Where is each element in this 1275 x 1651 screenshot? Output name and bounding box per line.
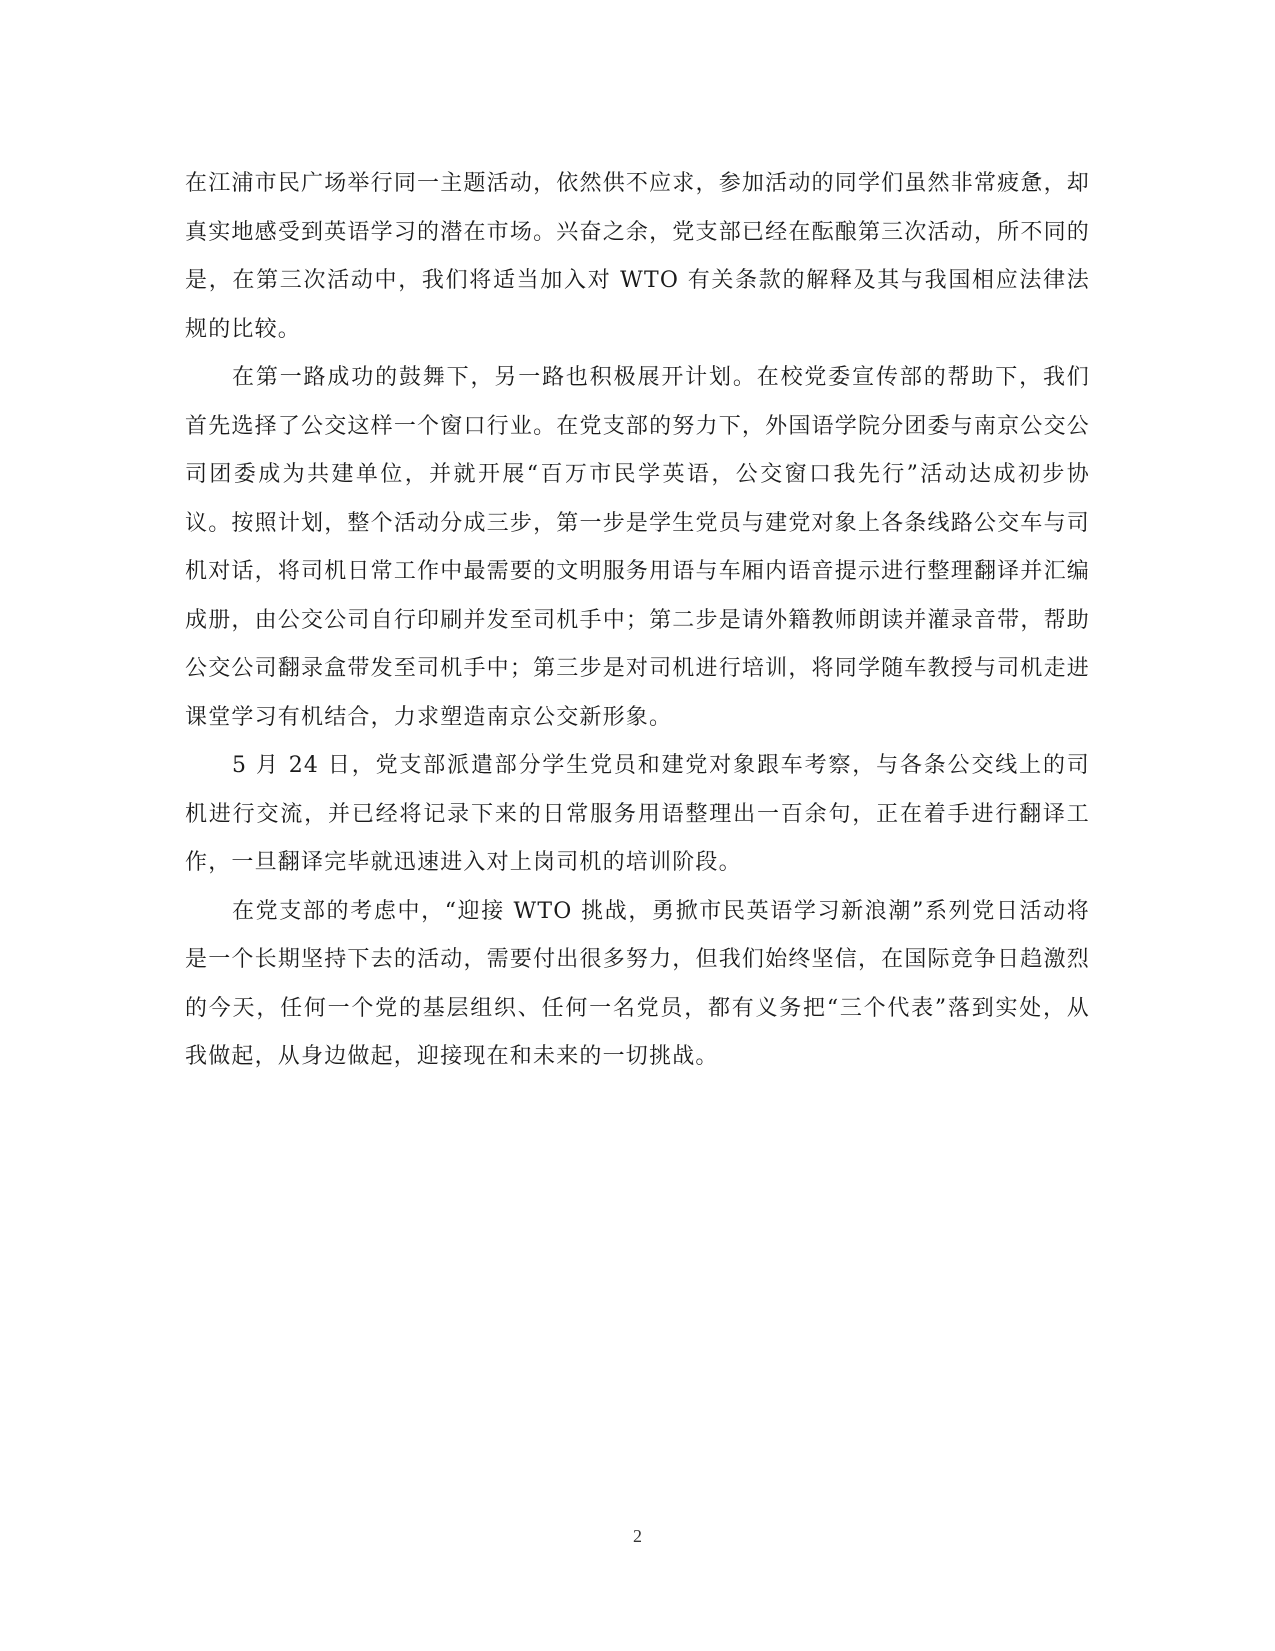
body-text [185, 160, 1090, 1082]
paragraph-bus-plan: 在第一路成功的鼓舞下，另一路也积极展开计划。在校党委宣传部的帮助下，我们首先选择了公交这样一个窗口行业。在党支部的努力下，外国语学院分团委与南京公交公司团委成为共建单位，并就开展“百万市民学英语，公交窗口我先行”活动达成初步协议。按照计划，整个活动分成三步，第一步是学生党员与建党对象上各条线路公交车与司机对话，将司机日常工作中最需要的文明服务用语与车厢内语音提示进行整理翻译并汇编成册，由公交公司自行印刷并发至司机手中；第二步是请外籍教师朗读并灌录音带，帮助公交公司翻录盒带发至司机手中；第三步是对司机进行培训，将同学随车教授与司机走进课堂学习有机结合，力求塑造南京公交新形象。 [185, 365, 1090, 730]
paragraph-may-24: 5 月 24 日，党支部派遣部分学生党员和建党对象跟车考察，与各条公交线上的司机进行交流，并已经将记录下来的日常服务用语整理出一百余句，正在着手进行翻译工作，一旦翻译完毕就迅速进入对上岗司机的培训阶段。 [185, 753, 1090, 875]
paragraph-conclusion: 在党支部的考虑中，“迎接 WTO 挑战，勇掀市民英语学习新浪潮”系列党日活动将是一个长期坚持下去的活动，需要付出很多努力，但我们始终坚信，在国际竞争日趋激烈的今天，任何一个党的基层组织、任何一名党员，都有义务把“三个代表”落到实处，从我做起，从身边做起，迎接现在和未来的一切挑战。 [185, 898, 1090, 1069]
page-number: 2 [633, 1526, 642, 1546]
paragraph-continuation: 在江浦市民广场举行同一主题活动，依然供不应求，参加活动的同学们虽然非常疲惫，却真实地感受到英语学习的潜在市场。兴奋之余，党支部已经在酝酿第三次活动，所不同的是，在第三次活动中，我们将适当加入对 WTO 有关条款的解释及其与我国相应法律法规的比较。 [185, 171, 1090, 342]
